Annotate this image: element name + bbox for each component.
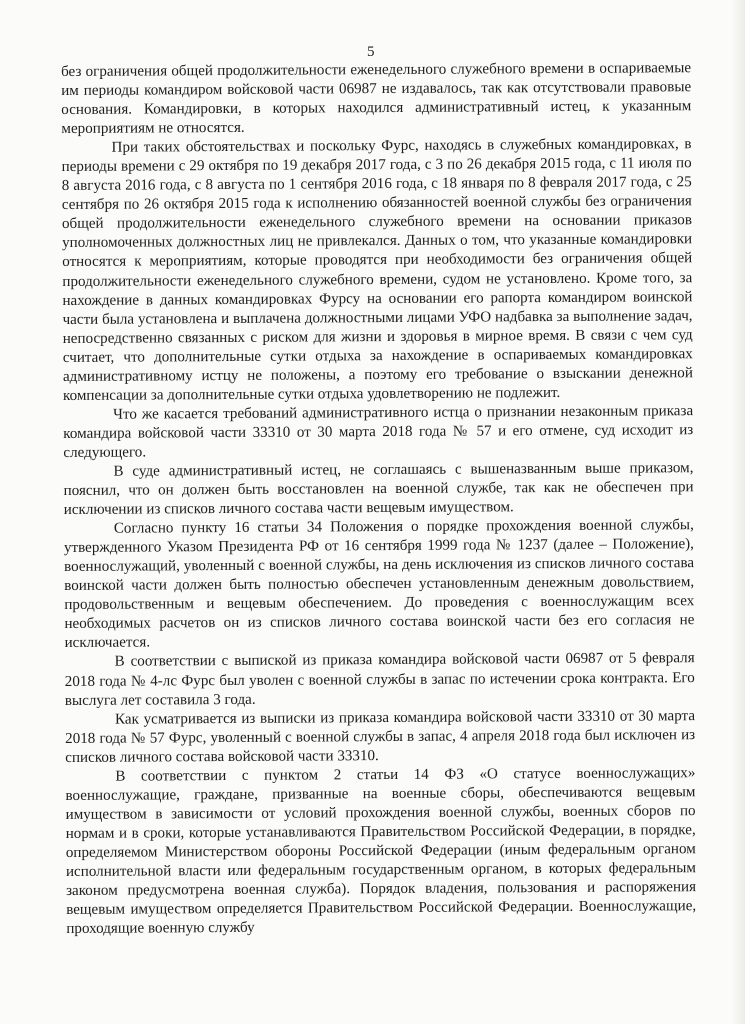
document-body — [61, 59, 696, 939]
paragraph-law-provision: В соответствии с пунктом 2 статьи 14 ФЗ «О статусе военнослужащих» военнослужащие, граждане, призванные на военные сборы, обеспечиваются вещевым имуществом в зависимости от условий прохождения военной службы, военных сборов по нормам и в сроки, которые устанавливаются Правительством Российской Федерации, в порядке, определяемом Министерством обороны Российской Федерации (иным федеральным органом исполнительной власти или федеральным государственным органом, в которых федеральным законом предусмотрена военная служба). Порядок владения, пользования и распоряжения вещевым имуществом определяется Правительством Российской Федерации. Военнослужащие, проходящие военную службу — [65, 764, 697, 938]
paragraph-plaintiff-explanation: В суде административный истец, не соглашаясь с вышеназванным выше приказом, пояснил, что он должен быть восстановлен на военной службе, так как не обеспечен при исключении из списков личного состава части вещевым имуществом. — [63, 460, 694, 519]
paragraph-exclusion-order: Как усматривается из выписки из приказа командира войсковой части 33310 от 30 марта 2018 года № 57 Фурс, уволенный с военной службы в запас, 4 апреля 2018 года был исключен из списков личного состава войсковой части 33310. — [65, 707, 696, 766]
paragraph-regulation-clause: Согласно пункту 16 статьи 34 Положения о порядке прохождения военной службы, утвержденного Указом Президента РФ от 16 сентября 1999 года № 1237 (далее – Положение), военнослужащий, уволенный с военной службы, на день исключения из списков личного состава воинской части должен быть полностью обеспечен установленным денежным довольствием, продовольственным и вещевым обеспечением. До проведения с военнослужащим всех необходимых расчетов он из списков личного состава воинской части без его согласия не исключается. — [63, 517, 695, 652]
paragraph-continuation: без ограничения общей продолжительности еженедельного служебного времени в оспариваемые им периоды командиром войсковой части 06987 не издавалось, так как отсутствовали правовые основания. Командировки, в которых находился административный истец, к указанным мероприятиям не относятся. — [61, 60, 692, 138]
scan-edge-shadow — [731, 0, 745, 1024]
paragraph-dismissal-order: В соответствии с выпиской из приказа командира войсковой части 06987 от 5 февраля 2018 года № 4-лс Фурс был уволен с военной службы в запас по истечении срока контракта. Его выслуга лет составила 3 года. — [64, 650, 695, 709]
paragraph-order-challenge: Что же касается требований административного истца о признании незаконным приказа командира войсковой части 33310 от 30 марта 2018 года № 57 и его отмене, суд исходит из следующего. — [63, 402, 694, 461]
paragraph-business-trips: При таких обстоятельствах и поскольку Фурс, находясь в служебных командировках, в периоды времени с 29 октября по 19 декабря 2017 года, с 3 по 26 декабря 2015 года, с 11 июля по 8 августа 2016 года, с 8 августа по 1 сентября 2016 года, с 18 января по 8 февраля 2017 года, с 25 сентября по 26 октября 2015 года к исполнению обязанностей военной службы без ограничения общей продолжительности еженедельного служебного времени на основании приказов уполномоченных должностных лиц не привлекался. Данных о том, что указанные командировки относятся к мероприятиям, которые проводятся при необходимости без ограничения общей продолжительности еженедельного служебного времени, судом не установлено. Кроме того, за нахождение в данных командировках Фурсу на основании его рапорта командиром воинской части была установлена и выплачена должностными лицами УФО надбавка за выполнение задач, непосредственно связанных с риском для жизни и здоровья в мирное время. В связи с чем суд считает, что дополнительные сутки отдыха за нахождение в оспариваемых командировках административному истцу не положены, а поэтому его требование о взыскании денежной компенсации за дополнительные сутки отдыха удовлетворению не подлежит. — [61, 136, 693, 404]
page-number: 5 — [367, 44, 375, 60]
